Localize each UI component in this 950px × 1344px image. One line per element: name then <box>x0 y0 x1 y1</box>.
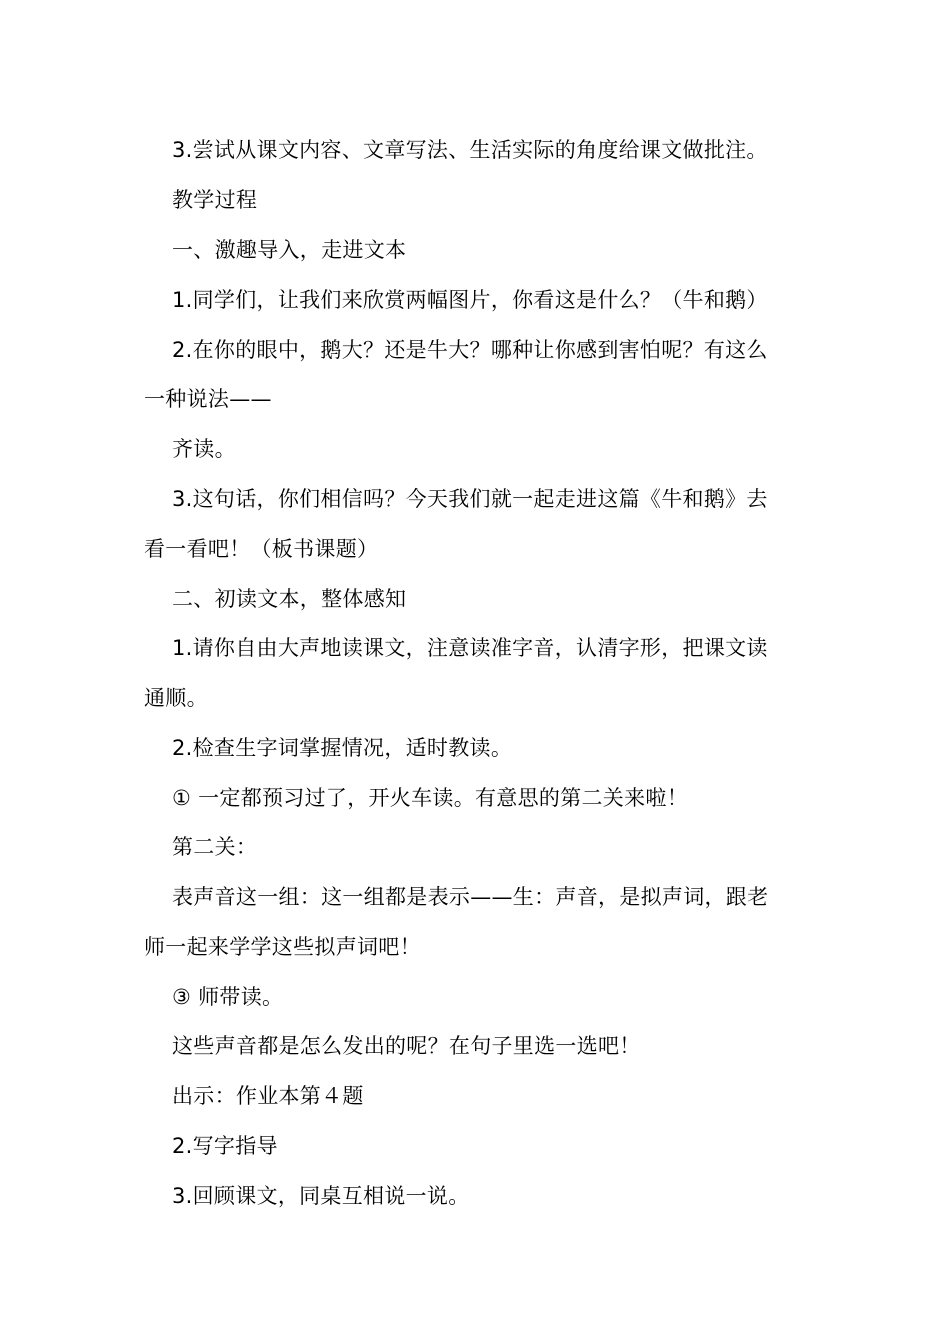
paragraph-level-2: 第二关： <box>172 835 258 859</box>
paragraph-show-homework: 出示：作业本第４题 <box>172 1084 364 1108</box>
section-heading-1: 一、激趣导入，走进文本 <box>172 238 407 262</box>
paragraph-2-line-1: 2.在你的眼中，鹅大？还是牛大？哪种让你感到害怕呢？有这么 <box>172 338 768 362</box>
paragraph-4-line-2: 通顺。 <box>144 686 208 710</box>
paragraph-3-line-1: 3.这句话，你们相信吗？今天我们就一起走进这篇《牛和鹅》去 <box>172 487 768 511</box>
paragraph-review: 3.回顾课文，同桌互相说一说。 <box>172 1184 470 1208</box>
paragraph-sound-question: 这些声音都是怎么发出的呢？在句子里选一选吧！ <box>172 1034 641 1058</box>
paragraph-2-line-2: 一种说法—— <box>144 387 272 411</box>
paragraph-1: 1.同学们，让我们来欣赏两幅图片，你看这是什么？（牛和鹅） <box>172 288 768 312</box>
paragraph-4-line-1: 1.请你自由大声地读课文，注意读准字音，认清字形，把课文读 <box>172 636 768 660</box>
paragraph-sound-group-line-1: 表声音这一组：这一组都是表示——生：声音，是拟声词，跟老 <box>172 885 769 909</box>
paragraph-writing-guidance: 2.写字指导 <box>172 1134 278 1158</box>
paragraph-step-3: ③ 师带读。 <box>172 985 284 1009</box>
paragraph-objective-3: 3.尝试从课文内容、文章写法、生活实际的角度给课文做批注。 <box>172 138 768 162</box>
paragraph-5: 2.检查生字词掌握情况，适时教读。 <box>172 736 513 760</box>
paragraph-read-together: 齐读。 <box>172 437 236 461</box>
section-heading-2: 二、初读文本，整体感知 <box>172 587 407 611</box>
heading-teaching-process: 教学过程 <box>172 188 258 212</box>
paragraph-step-1: ① 一定都预习过了，开火车读。有意思的第二关来啦！ <box>172 786 688 810</box>
paragraph-sound-group-line-2: 师一起来学学这些拟声词吧！ <box>144 935 421 959</box>
paragraph-3-line-2: 看一看吧！（板书课题） <box>144 537 379 561</box>
